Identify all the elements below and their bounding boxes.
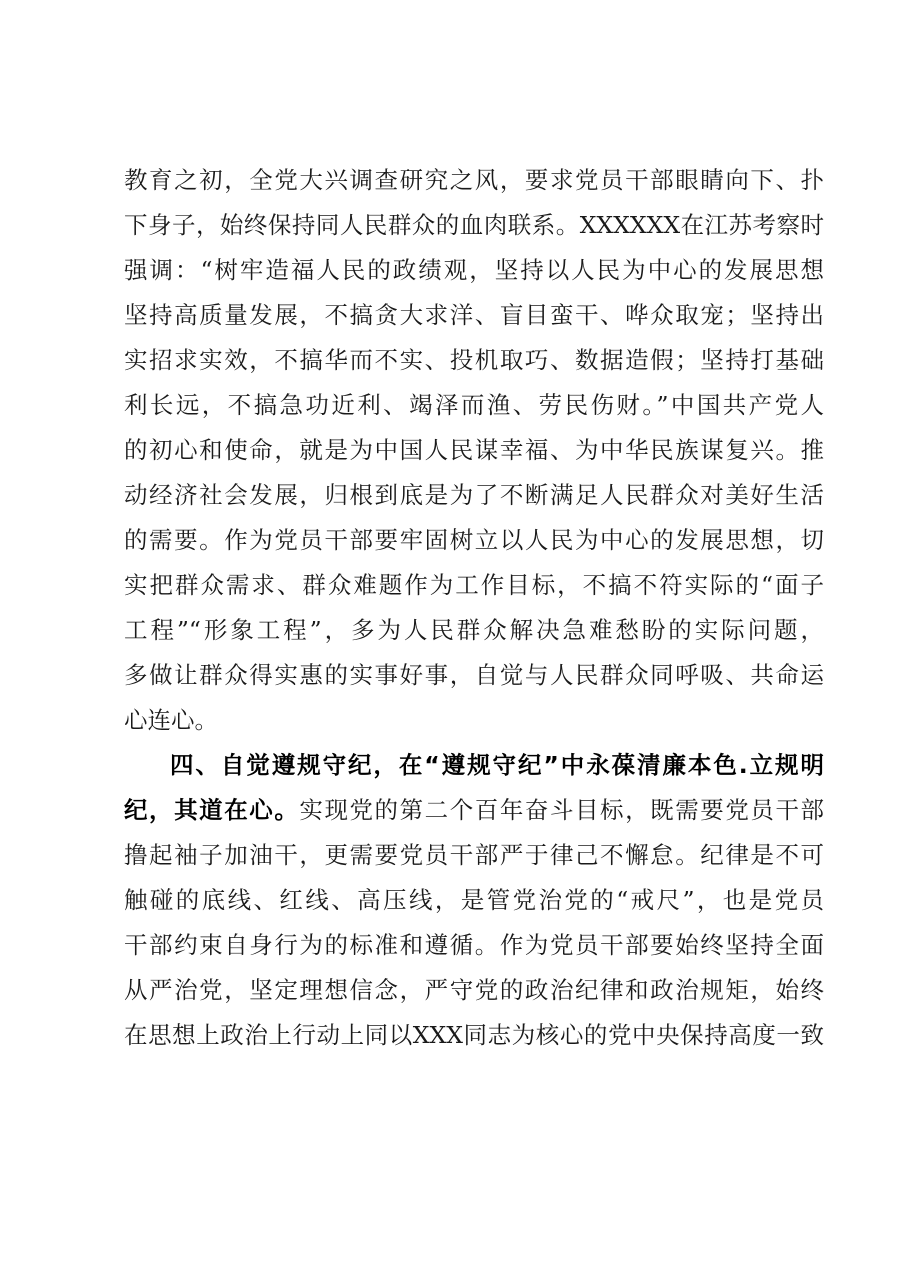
paragraph-2-line-7: 在思想上政治上行动上同以XXX同志为核心的党中央保持高度一致 bbox=[124, 1021, 824, 1049]
paragraph-1-line-9: 的需要。作为党员干部要牢固树立以人民为中心的发展思想，切 bbox=[124, 526, 824, 554]
paragraph-1-line-4: 坚持高质量发展，不搞贪大求洋、盲目蛮干、哗众取宠；坚持出 bbox=[124, 301, 824, 329]
paragraph-1-line-8: 动经济社会发展，归根到底是为了不断满足人民群众对美好生活 bbox=[124, 481, 824, 509]
section-heading-line-1: 四、自觉遵规守纪，在“遵规守纪”中永葆清廉本色.立规明 bbox=[170, 751, 824, 779]
paragraph-2-line-6: 从严治党，坚定理想信念，严守党的政治纪律和政治规矩，始终 bbox=[124, 976, 824, 1004]
paragraph-2-line-3: 撸起袖子加油干，更需要党员干部严于律己不懈怠。纪律是不可 bbox=[124, 841, 824, 869]
paragraph-2-line-5: 干部约束自身行为的标准和遵循。作为党员干部要始终坚持全面 bbox=[124, 931, 824, 959]
paragraph-1-line-12: 多做让群众得实惠的实事好事，自觉与人民群众同呼吸、共命运 bbox=[124, 661, 824, 689]
paragraph-1-line-13: 心连心。 bbox=[124, 706, 218, 734]
paragraph-1-line-5: 实招求实效，不搞华而不实、投机取巧、数据造假；坚持打基础 bbox=[124, 346, 824, 374]
paragraph-1-line-11: 工程”“形象工程”，多为人民群众解决急难愁盼的实际问题， bbox=[124, 616, 824, 644]
section-heading-line-2: 纪，其道在心。 bbox=[124, 796, 300, 824]
paragraph-2-line-2-text: 实现党的第二个百年奋斗目标，既需要党员干部 bbox=[299, 796, 825, 824]
paragraph-2-line-4: 触碰的底线、红线、高压线，是管党治党的“戒尺”，也是党员 bbox=[124, 886, 824, 914]
paragraph-1-line-10: 实把群众需求、群众难题作为工作目标，不搞不符实际的“面子 bbox=[124, 571, 824, 599]
paragraph-1-line-7: 的初心和使命，就是为中国人民谋幸福、为中华民族谋复兴。推 bbox=[124, 436, 824, 464]
paragraph-1-line-2: 下身子，始终保持同人民群众的血肉联系。XXXXXX在江苏考察时 bbox=[124, 211, 824, 239]
paragraph-1-line-6: 利长远，不搞急功近利、竭泽而渔、劳民伤财。”中国共产党人 bbox=[124, 391, 824, 419]
paragraph-1-line-3: 强调：“树牢造福人民的政绩观，坚持以人民为中心的发展思想 bbox=[124, 256, 824, 284]
paragraph-1-line-1: 教育之初，全党大兴调查研究之风，要求党员干部眼睛向下、扑 bbox=[124, 166, 824, 194]
paragraph-2-line-2 bbox=[124, 790, 824, 830]
